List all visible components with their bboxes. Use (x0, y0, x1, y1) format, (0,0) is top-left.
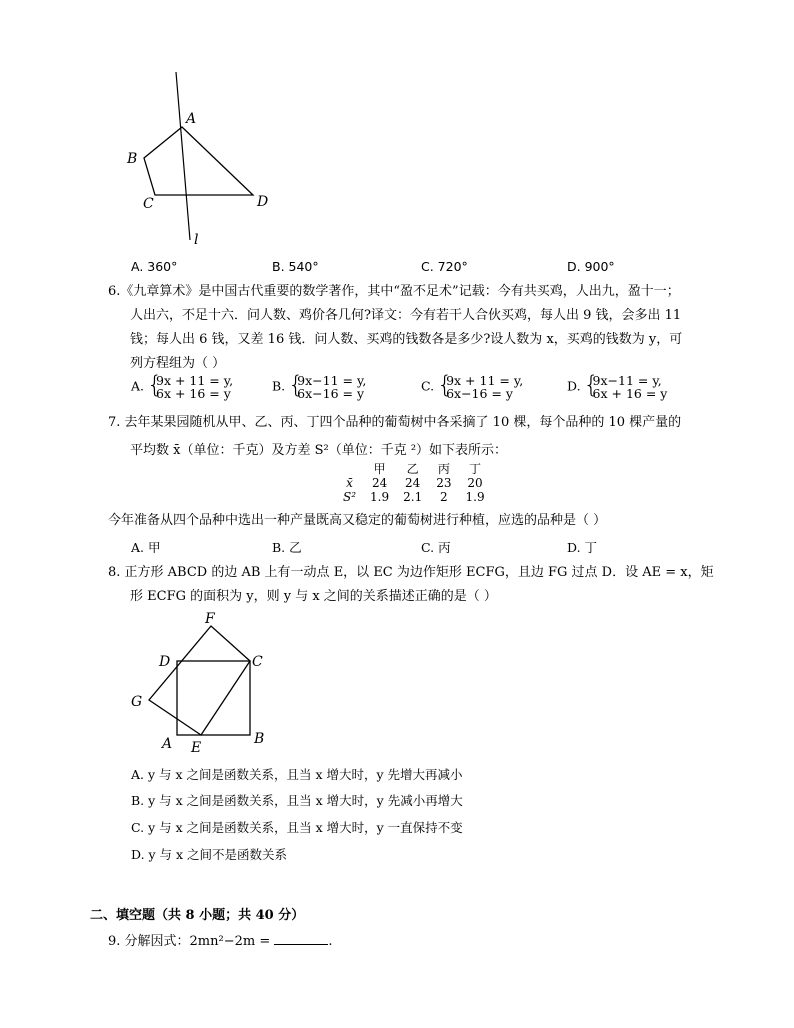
label-D: D (159, 654, 171, 670)
q6-c-eq1: { 9x + 11 = y, (446, 373, 524, 388)
q7-cell: 24 (405, 476, 421, 490)
q7-th-4: 丁 (469, 462, 482, 476)
q6-c-eq2: 6x−16 = y (446, 386, 513, 401)
line-l (176, 72, 190, 240)
q7-option-d: D. 丁 (567, 540, 598, 555)
q6-option-c-system (438, 374, 523, 400)
q5-option-c: C. 720° (421, 259, 468, 274)
q6-a-eq1: { 9x + 11 = y, (156, 373, 234, 388)
q7-stats-table (336, 462, 492, 504)
q6-option-d-system (585, 374, 668, 400)
q6-option-a-label: A. (131, 378, 145, 394)
label-B: B (254, 731, 265, 747)
q6-b-eq2: 6x−16 = y (297, 386, 365, 401)
q7-th-0 (336, 462, 363, 476)
label-C: C (252, 654, 263, 670)
label-C: C (143, 196, 154, 212)
q6-line-1: 6.《九章算术》是中国古代重要的数学著作，其中“盈不足术”记载：今有共买鸡，人出九，盈十一； (108, 284, 680, 299)
square-abcd (177, 661, 250, 735)
q5-option-a: A. 360° (131, 259, 178, 274)
q6-a-eq2: 6x + 16 = y (156, 386, 231, 401)
q7-cell: x̄ (346, 476, 353, 490)
label-l: l (194, 232, 199, 248)
q6-option-c (421, 374, 523, 400)
q7-line-1: 7. 去年某果园随机从甲、乙、丙、丁四个品种的葡萄树中各采摘了 10 棵，每个品种的 10 棵产量的 (108, 415, 682, 430)
q9-text: 9. 分解因式：2mn²−2m = (108, 934, 275, 949)
q7-table-row-variance (336, 490, 492, 504)
q7-option-b: B. 乙 (272, 540, 302, 555)
label-A: A (162, 736, 173, 752)
label-A: A (186, 111, 197, 127)
q8-line-2: 形 ECFG 的面积为 y，则 y 与 x 之间的关系描述正确的是（ ） (130, 589, 497, 604)
q5-option-b: B. 540° (272, 259, 319, 274)
q6-line-3: 钱；每人出 6 钱，又差 16 钱．问人数、买鸡的钱数各是多少?设人数为 x，买鸡的钱数为 y，可 (130, 332, 683, 347)
q7-cell: 1.9 (370, 490, 390, 504)
q7-cell: 24 (371, 476, 388, 490)
q9-end: . (328, 934, 333, 949)
q7-th-1: 甲 (373, 462, 386, 476)
label-G: G (131, 694, 143, 710)
q7-line-3: 今年准备从四个品种中选出一种产量既高又稳定的葡萄树进行种植，应选的品种是（ ） (108, 513, 607, 528)
q6-option-d (567, 374, 667, 400)
q8-option-a: A. y 与 x 之间是函数关系，且当 x 增大时，y 先增大再减小 (131, 767, 463, 782)
q9-answer-blank[interactable] (274, 932, 328, 945)
q6-option-a (131, 374, 233, 400)
q6-option-a-system (148, 374, 233, 400)
q6-option-c-label: C. (421, 378, 435, 394)
q7-cell: 1.9 (465, 490, 485, 504)
q5-option-d: D. 900° (567, 259, 615, 274)
q7-option-c: C. 丙 (421, 540, 451, 555)
figure-polygon-line (110, 70, 280, 250)
q7-cell: 20 (467, 476, 483, 490)
q8-option-c: C. y 与 x 之间是函数关系，且当 x 增大时，y 一直保持不变 (131, 820, 463, 835)
label-B: B (127, 151, 138, 167)
section-title: 二、填空题（共 8 小题；共 40 分） (90, 908, 305, 923)
q6-line-4: 列方程组为（ ） (130, 356, 226, 371)
q7-cell: 2.1 (403, 490, 423, 504)
q6-option-d-label: D. (567, 378, 581, 394)
q7-cell: 23 (436, 476, 452, 490)
q7-line-2: 平均数 x̄（单位：千克）及方差 S²（单位：千克 ²）如下表所示： (130, 443, 508, 458)
polygon-abcd (144, 127, 253, 195)
q7-option-a: A. 甲 (131, 540, 161, 555)
figure-square-rectangle (125, 608, 285, 758)
q8-line-1: 8. 正方形 ABCD 的边 AB 上有一动点 E，以 EC 为边作矩形 ECFG，且边 FG 过点 D．设 AE = x，矩 (108, 565, 714, 580)
rectangle-ecfg (149, 626, 250, 735)
q6-d-eq2: 6x + 16 = y (592, 386, 668, 401)
q8-option-b: B. y 与 x 之间是函数关系，且当 x 增大时，y 先减小再增大 (131, 793, 463, 808)
q7-th-2: 乙 (406, 462, 419, 476)
q6-option-b-label: B. (272, 378, 286, 394)
q6-option-b (272, 374, 366, 400)
label-F: F (205, 611, 215, 627)
q6-b-eq1: { 9x−11 = y, (297, 373, 367, 388)
q6-d-eq1: { 9x−11 = y, (592, 373, 662, 388)
label-E: E (191, 740, 202, 756)
q7-cell: S² (343, 490, 357, 504)
q6-option-b-system (289, 374, 366, 400)
q8-option-d: D. y 与 x 之间不是函数关系 (131, 847, 288, 862)
q7-table-header (336, 462, 492, 476)
q7-th-3: 丙 (437, 462, 450, 476)
q7-table-row-mean (336, 476, 492, 490)
q6-line-2: 人出六，不足十六．问人数、鸡价各几何?译文：今有若干人合伙买鸡，每人出 9 钱，会多出 11 (130, 308, 682, 323)
label-D: D (257, 194, 269, 210)
q9 (108, 930, 333, 949)
q7-cell: 2 (440, 490, 448, 504)
